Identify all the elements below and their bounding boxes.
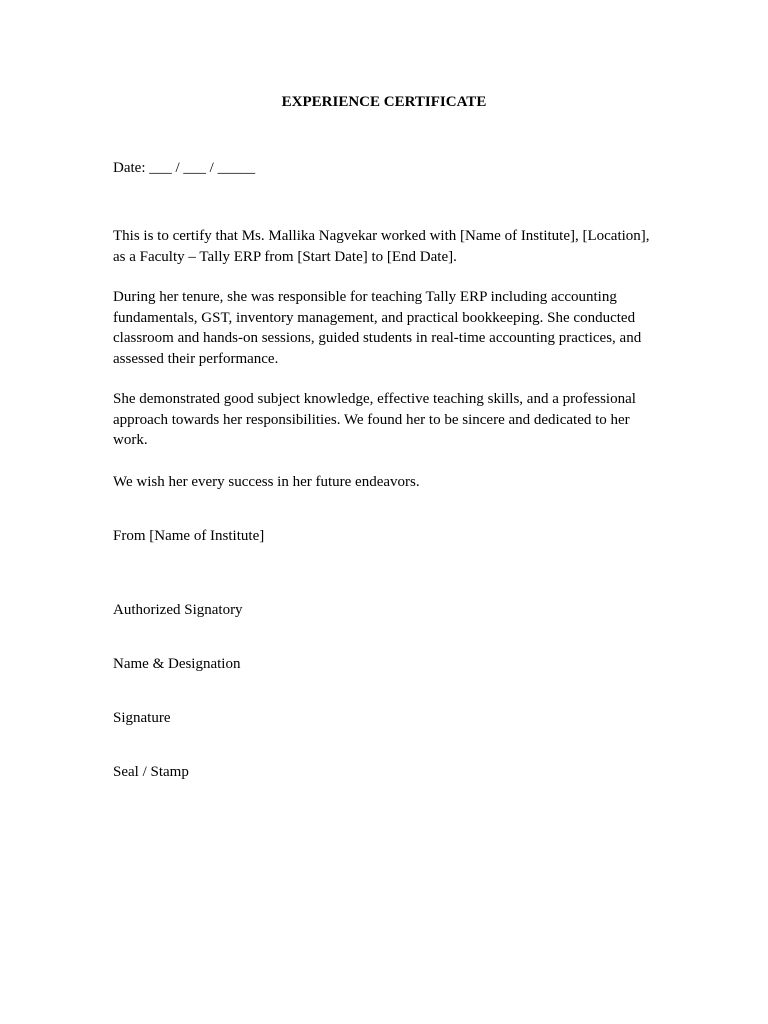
paragraph-evaluation: She demonstrated good subject knowledge, effective teaching skills, and a professional approach towards her responsibilities. We found her to be sincere and dedicated to her work.	[113, 391, 636, 449]
paragraph-wishes: We wish her every success in her future endeavors.	[113, 474, 420, 490]
from-line: From [Name of Institute]	[113, 528, 265, 544]
paragraph-certification: This is to certify that Ms. Mallika Nagvekar worked with [Name of Institute], [Location], as a Faculty – Tally ERP from [Start Date] to [End Date].	[113, 228, 650, 265]
paragraph-responsibilities: During her tenure, she was responsible for teaching Tally ERP including accounting fundamentals, GST, inventory management, and practical bookkeeping. She conducted classroom and hands-on sessions, guided students in real-time accounting practices, and assessed their performance.	[113, 289, 642, 367]
seal-stamp-line: Seal / Stamp	[113, 764, 189, 780]
document-title: EXPERIENCE CERTIFICATE	[281, 94, 487, 110]
date-line: Date: ___ / ___ / _____	[113, 160, 256, 176]
authorized-signatory: Authorized Signatory	[113, 602, 243, 618]
name-designation: Name & Designation	[113, 656, 241, 672]
signature-line: Signature	[113, 710, 171, 726]
